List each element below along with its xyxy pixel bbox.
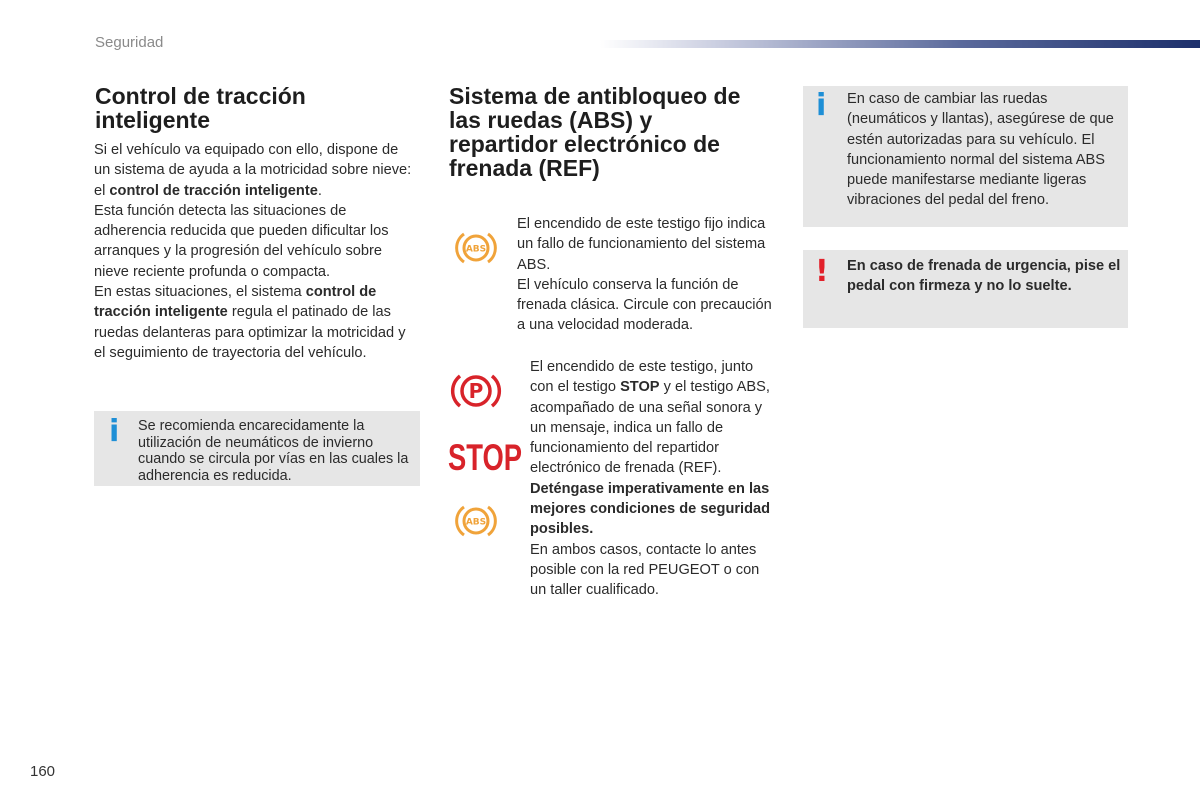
info-icon: i bbox=[816, 88, 827, 123]
info-icon: i bbox=[109, 414, 120, 449]
left-body bbox=[94, 140, 416, 363]
ref-text bbox=[530, 357, 778, 601]
info-note-winter-tyres bbox=[94, 411, 420, 486]
abs-text bbox=[517, 214, 773, 336]
section-title: Seguridad bbox=[95, 34, 164, 51]
info-note-abs-text: En caso de cambiar las ruedas (neumáticos y llantas), asegúrese de que estén autorizadas para su vehículo. El funcionamiento normal del sistema ABS puede manifestarse mediante ligeras vibraciones del pedal del freno. bbox=[847, 91, 1114, 209]
page-number: 160 bbox=[30, 763, 56, 780]
ref-paragraph-end: En ambos casos, contacte lo antes posible con la red PEUGEOT o con un taller cualificado. bbox=[530, 541, 760, 599]
abs-icon-label: ABS bbox=[465, 244, 487, 255]
ref-paragraph-bold: Deténgase imperativamente en las mejores condiciones de seguridad posibles. bbox=[530, 480, 771, 538]
info-note-abs bbox=[803, 86, 1128, 227]
paragraph-2: Esta función detecta las situaciones de adherencia reducida que pueden dificultar los arranques y la progresión del vehículo sobre nieve reciente profunda o compacta. bbox=[94, 202, 389, 280]
park-icon-label: P bbox=[468, 379, 484, 403]
abs-warning-icon bbox=[456, 229, 496, 267]
abs-paragraph-2: El vehículo conserva la función de frenada clásica. Circule con precaución a una velocidad moderada. bbox=[517, 276, 772, 334]
warning-note-text: En caso de frenada de urgencia, pise el pedal con firmeza y no lo suelte. bbox=[847, 258, 1121, 295]
abs-icon-label-2: ABS bbox=[465, 517, 487, 528]
ref-paragraph-1: El encendido de este testigo, junto con el testigo STOP y el testigo ABS, acompañado de una señal sonora y un mensaje, indica un fallo de funcionamiento del repartidor electrónico de frenada (REF). bbox=[530, 359, 770, 477]
stop-icon-label: STOP bbox=[448, 437, 522, 478]
abs-warning-icon-2 bbox=[456, 502, 496, 540]
header-gradient-bar bbox=[600, 40, 1200, 48]
heading-traction-control: Control de tracción inteligente bbox=[95, 83, 306, 133]
middle-heading bbox=[449, 84, 749, 180]
warning-note-emergency-braking bbox=[803, 250, 1128, 328]
left-heading bbox=[95, 84, 395, 132]
heading-abs-ref: Sistema de antibloqueo de las ruedas (ABS) y repartidor electrónico de frenada (REF) bbox=[449, 83, 741, 181]
parking-brake-warning-icon bbox=[452, 370, 500, 412]
info-note-text: Se recomienda encarecidamente la utilización de neumáticos de invierno cuando se circula por vías en las cuales la adherencia es reducida. bbox=[138, 418, 409, 484]
stop-warning-icon bbox=[448, 437, 524, 478]
abs-paragraph-1: El encendido de este testigo fijo indica un fallo de funcionamiento del sistema ABS. bbox=[517, 216, 766, 273]
paragraph-1: Si el vehículo va equipado con ello, dispone de un sistema de ayuda a la motricidad sobre nieve: el control de tracción inteligente. bbox=[94, 142, 412, 199]
warning-exclamation-icon: ! bbox=[815, 254, 829, 289]
paragraph-3: En estas situaciones, el sistema control de tracción inteligente regula el patinado de las ruedas delanteras para optimizar la motricidad y el seguimiento de trayectoria del vehículo. bbox=[94, 284, 406, 361]
